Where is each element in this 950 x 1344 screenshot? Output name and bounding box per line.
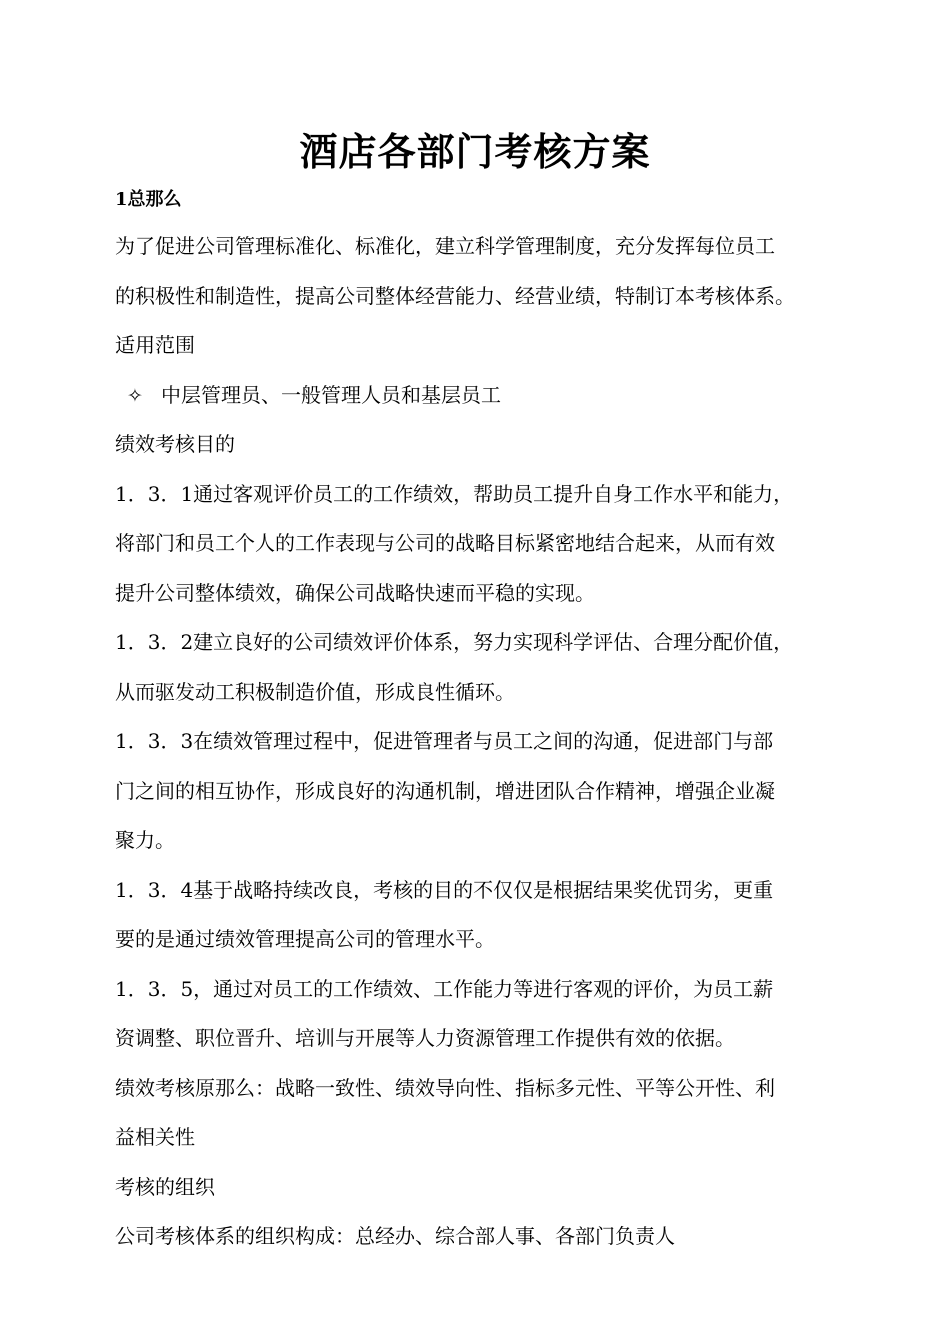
paragraph-line: 聚力。: [115, 828, 175, 852]
section-heading: 1总那么: [115, 189, 182, 210]
subheading-line: 绩效考核目的: [115, 432, 235, 456]
paragraph-line: 1．3．1通过客观评价员工的工作绩效，帮助员工提升自身工作水平和能力，: [115, 481, 794, 506]
subheading-line: 适用范围: [115, 333, 195, 357]
paragraph-line: 资调整、职位晋升、培训与开展等人力资源管理工作提供有效的依据。: [115, 1026, 735, 1050]
subheading-line: 考核的组织: [115, 1174, 215, 1199]
paragraph-line: 1．3．2建立良好的公司绩效评价体系，努力实现科学评估、合理分配价值，: [115, 630, 794, 654]
paragraph-line: 的积极性和制造性，提高公司整体经营能力、经营业绩，特制订本考核体系。: [115, 283, 795, 308]
paragraph-line: 从而驱发动工积极制造价值，形成良性循环。: [115, 679, 515, 704]
bullet-text: 中层管理员、一般管理人员和基层员工: [161, 382, 501, 407]
paragraph-line: 1．3．4基于战略持续改良，考核的目的不仅仅是根据结果奖优罚劣，更重: [115, 877, 774, 902]
document-body: [115, 182, 875, 1262]
paragraph-line: 1．3．3在绩效管理过程中，促进管理者与员工之间的沟通，促进部门与部: [115, 729, 774, 753]
paragraph-line: 益相关性: [115, 1125, 195, 1149]
diamond-bullet-icon: ✧: [127, 384, 143, 407]
paragraph-line: 1．3．5，通过对员工的工作绩效、工作能力等进行客观的评价，为员工薪: [115, 976, 774, 1001]
paragraph-line: 提升公司整体绩效，确保公司战略快速而平稳的实现。: [115, 580, 595, 605]
paragraph-line: 要的是通过绩效管理提高公司的管理水平。: [115, 927, 495, 951]
paragraph-line: 绩效考核原那么：战略一致性、绩效导向性、指标多元性、平等公开性、利: [115, 1075, 775, 1100]
paragraph-line: 公司考核体系的组织构成：总经办、综合部人事、各部门负责人: [115, 1224, 675, 1248]
document-title: 酒店各部门考核方案: [299, 129, 651, 174]
paragraph-line: 将部门和员工个人的工作表现与公司的战略目标紧密地结合起来，从而有效: [115, 531, 775, 555]
paragraph-line: 为了促进公司管理标准化、标准化，建立科学管理制度，充分发挥每位员工: [115, 234, 775, 258]
bullet-item: [115, 371, 875, 421]
paragraph-line: 门之间的相互协作，形成良好的沟通机制，增进团队合作精神，增强企业凝: [115, 778, 775, 803]
